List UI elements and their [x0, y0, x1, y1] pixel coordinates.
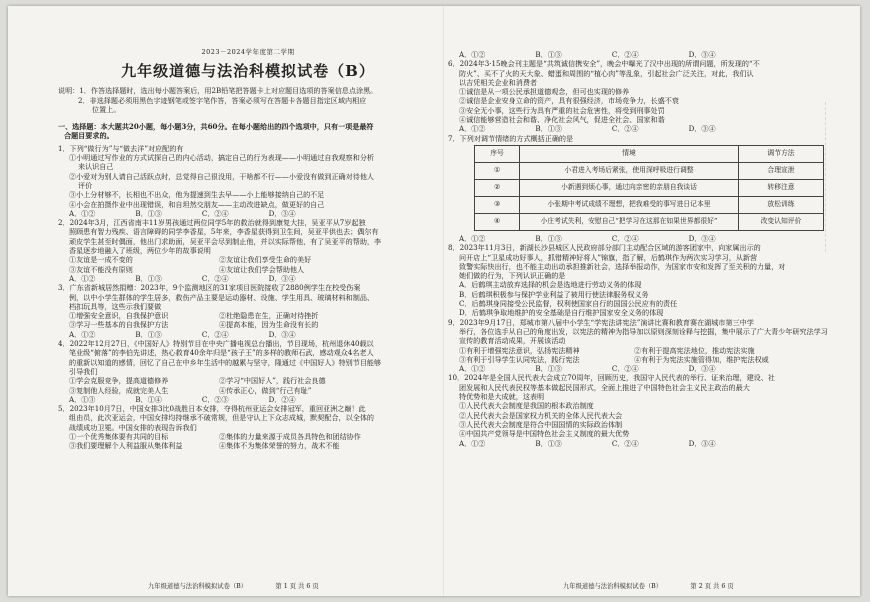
- question-stem: 团发展和人民代表民权等基本做起民国形式，全面上推进了中国特色社会主义民主政治的最大: [459, 382, 750, 392]
- item-row: [58, 376, 438, 385]
- question-item: ①一个优秀集体要有共同的目标: [69, 431, 169, 441]
- table-cell: 合理宣泄: [739, 162, 824, 179]
- question-item: ③小上分材够不，长相也不出众，他为提速到生去早——小上能够接纳自己的不足: [69, 190, 325, 200]
- question-item: ①诚信是从一项公民承担道德观念，但可也实现的修养: [459, 87, 630, 97]
- answer-options: [448, 439, 840, 448]
- question-1: [58, 144, 438, 218]
- option: A．①②: [459, 233, 486, 243]
- table-cell: 改变认知评价: [739, 213, 824, 230]
- table-cell: 小新遇到烦心事，通过向亲密的亲朋自我谈话: [520, 179, 739, 196]
- option: D．③④: [268, 329, 296, 339]
- question-item: ②杜绝隐患在生，正确对待挫折: [219, 311, 319, 321]
- option: D．③④: [268, 208, 296, 218]
- answer-option: A．后鹤琪主动放弃选择的机会是选地进行劳动义务的体现: [459, 280, 642, 290]
- question-item: ④提高本能，因为生命没有长的: [219, 320, 319, 330]
- question-item: ②学习“中国好人”，践行社会良德: [219, 376, 326, 386]
- item-row: [58, 265, 438, 274]
- question-stem: 例，以中小学生群体的学生居多，救伤产品主要是运动器材、设施、学生用具、玻璃材料和制品、: [69, 292, 375, 302]
- option: A．①③: [69, 394, 96, 404]
- table-cell: ③: [475, 196, 520, 213]
- question-stem: 特优势和是大成就，这表明: [459, 392, 545, 402]
- table-row: [475, 162, 824, 179]
- question-item: ③学习一些基本的自我保护方法: [69, 320, 169, 330]
- question-stem: 防火”、买不了火的天大象、蜡蛋和周围的“植心肉”等乱象，引起社会广泛关注，对此，我们认: [459, 68, 754, 78]
- question-item: 来认识自己: [78, 162, 114, 172]
- option: A．①②: [459, 438, 486, 448]
- option: A．①②: [459, 364, 486, 374]
- question-stem: 4．2022年12月27日，《中国好人》特别节目在中央广播电视总台播出，节目现场，杭州退休40载以: [58, 339, 374, 349]
- table-row: [475, 196, 824, 213]
- question-stem: 引导我们: [69, 366, 98, 376]
- answer-options: [448, 364, 840, 373]
- header-cell: 序号: [475, 145, 520, 162]
- answer-options: [448, 50, 840, 59]
- question-item: ①有利于增强宪法意识，弘扬宪法精神: [459, 345, 580, 355]
- option: B．①③: [535, 50, 562, 59]
- answer-option: C．后鹤琪身同接受公民监督，权利使国家自行的国国公民应有的责任: [459, 299, 678, 309]
- question-stem: 9．2023年9月17日，郑城市第八届中小学生“学宪法讲宪法”演讲比赛和教育赛在湖城市第三中学: [448, 317, 754, 327]
- note-line: 位置上。: [92, 104, 121, 114]
- table-header: [475, 145, 824, 162]
- question-item: ④有利于为宪法实施管得加，维护宪法权威: [634, 354, 769, 364]
- option: D．③④: [688, 124, 716, 134]
- page-fold: [443, 6, 444, 596]
- answer-options: [58, 395, 438, 404]
- option: C．②④: [611, 50, 639, 59]
- answer-options: [58, 274, 438, 283]
- option: C．②④: [611, 233, 639, 243]
- table-cell: 小庄考试失利，安慰自己“把学习在这那在如果世界都很好”: [520, 213, 739, 230]
- answer-options: [448, 124, 840, 133]
- question-stem: 8．2023年11月3日，新湖长沙县城区人民政府部分部门主动配合区域的游客团家中，向家属出示的: [448, 243, 761, 253]
- option: B．①③: [135, 329, 162, 339]
- header-cell: 情境: [520, 145, 739, 162]
- question-item: ③我们要理解个人利益服从集体利益: [69, 441, 183, 451]
- question-stem: 3．广东省新城居然捐赠：2023年，9个监测地区的31家项目医院接收了2880例学生在校受伤案: [58, 283, 361, 293]
- table-cell: ②: [475, 179, 520, 196]
- item-row: [58, 320, 438, 329]
- option: B．①③: [535, 364, 562, 374]
- question-item: ①增强安全意识，自我保护意识: [69, 311, 169, 321]
- item-row: [58, 311, 438, 320]
- table-row: [475, 179, 824, 196]
- option: B．①③: [535, 233, 562, 243]
- question-stem: 笔业级“俯落”的李伯先讲述，热心救育40余年归是“孩子王”的多样的教师石武，感动观众4名老人: [69, 348, 374, 358]
- question-item: ①小明通过写作业的方式试探自己的内心活动，搞定自己的行为表现——小明通过自我观察和分析: [69, 153, 375, 163]
- question-stem: 10．2024年是全国人民代表大会成立70周年，回顾历史，我国守人民代表的举行、证来治理，建设、社: [448, 373, 775, 383]
- table-cell: 转移注意: [739, 179, 824, 196]
- item-row: [58, 386, 438, 395]
- question-stem: 举行，各位选手从自己的角度出发，以宪法的精神为指导加以原则深刻诠释与挖掘，集中展示了广大青少年研究法学习: [459, 326, 828, 336]
- option: B．①③: [135, 273, 162, 283]
- answer-options: [58, 209, 438, 218]
- header-cell: 调节方法: [739, 145, 824, 162]
- question-item: ①学会克服竞争，提高道德修养: [69, 376, 169, 386]
- answer-options: [58, 330, 438, 339]
- item-row: [448, 355, 840, 364]
- answer-option: D．后鹤琪争取地维护的安全基础是自行维护国家安全义务的体现: [459, 308, 664, 318]
- question-stem: 她们做的行为，下列认识正确的是: [459, 271, 566, 281]
- option: D．②④: [268, 394, 296, 404]
- option: C．②④: [611, 364, 639, 374]
- option: A．①②: [69, 273, 96, 283]
- question-stem: 5．2023年10月7日，中国女排3比0战胜日本女排，夺得杭州亚运会女排冠军，重回亚洲之巅！此: [58, 404, 366, 414]
- option: A．①②: [459, 124, 486, 134]
- question-stem: 战绩成功卫冕。中国女排的表现告诉我们: [69, 422, 197, 432]
- question-stem: 的重新以知道的感情，回忆了自己在中乡年生活中的越累与坚守，隆通过《中国好人》特别节目能够: [69, 357, 382, 367]
- table-cell: 放松训练: [739, 196, 824, 213]
- exam-subtitle: 2023－2024学年度第二学期: [201, 48, 295, 56]
- question-stem: 组由员，此次亚运会，中国女排均持继承不破常规，但是守认上下众志成城，默契配合，以全体的: [69, 413, 375, 423]
- table-cell: ①: [475, 162, 520, 179]
- table-row: [475, 213, 824, 230]
- question-item: ③友谊不能没有原则: [69, 264, 133, 274]
- option: B．①④: [135, 394, 162, 404]
- question-item: ④传承正心，做到“行己有耻”: [219, 385, 312, 395]
- page-footer-left: 九年级道德与法治科模拟试卷（B） 第 1 页 共 6 页: [148, 583, 319, 590]
- section-heading-cont: 合题目要求的。: [64, 131, 114, 141]
- question-stem: 问开店上“卫星成功好事人，抓错精神好将人”锦旗，指了解，后鹤琪作为两次实习学习，从新营: [459, 252, 758, 262]
- question-stem: 照顾患有智力残疾、语言障碍的同学李香星，5年来，李香星获得到卫生间，吴亚平供也去；偶尔有: [69, 227, 379, 237]
- option: C．②③: [201, 394, 229, 404]
- question-item: ②有利于提高宪法地位，推动宪法实施: [634, 345, 755, 355]
- question-item: ②诚信是企业安身立命的资产，具有很强经济，市场竞争力，长盛不衰: [459, 96, 679, 106]
- question-4: [58, 339, 438, 404]
- question-item: ④小会在拍摄作业中出现错误，和自坦然交朋友——主动改进缺点，做更好的自己: [69, 199, 325, 209]
- question-item: ③人民代表大会制度是符合中国国情的实际政治体制: [459, 419, 623, 429]
- question-stem: 档扣玩具等，这些示我们要做: [69, 301, 162, 311]
- exam-title: 九年级道德与法治科模拟试卷（B）: [121, 62, 375, 81]
- question-item: ④诚信能够营造社会和谐、净化社会风气，促进全社会、国家和谐: [459, 115, 665, 125]
- option: A．①②: [459, 50, 486, 59]
- option: C．②④: [201, 329, 229, 339]
- question-10: [448, 373, 840, 447]
- question-stem: 以吉凭相关企业和消费者: [459, 77, 538, 87]
- right-page: [448, 16, 840, 448]
- question-item: ②人民代表大会是国家权力机关的全体人民代表大会: [459, 410, 623, 420]
- item-row: [58, 432, 438, 441]
- question-stem: 致警实际快出行，也不能主动出动承担推新社会，选择举报动作，为国家市安和发挥了至关积的力量，对: [459, 261, 786, 271]
- option: D．③④: [688, 233, 716, 243]
- note-line: 说明：1．作答选择题时，选出每小题答案后，用2B铅笔把答题卡上对应题目选项的答案信息点涂黑。: [58, 86, 378, 96]
- option: D．③④: [268, 273, 296, 283]
- question-7: [448, 134, 840, 244]
- item-row: [58, 255, 438, 264]
- table-cell: 小君进入考场后紧张，使用深呼吸进行调整: [520, 162, 739, 179]
- option: A．①②: [69, 329, 96, 339]
- question-item: ②友谊让我们享受生命的美好: [219, 255, 312, 265]
- option: C．②④: [201, 273, 229, 283]
- section-heading: 一、选择题：本大题共20小题，每小题3分，共60分。在每小题给出的四个选项中，只有一项是最符: [58, 122, 374, 132]
- question-item: ③安全无小事，这些行为具有严重的社会危害性，将受到刑事处罚: [459, 105, 665, 115]
- page-footer-right: 九年级道德与法治科模拟试卷（B） 第 2 页 共 6 页: [563, 583, 734, 590]
- note-line: 2．非选择题必须用黑色字迹钢笔或签字笔作答，答案必须写在答题卡各题目指定区域内相应: [78, 95, 367, 105]
- question-stem: 顽皮学生甚至时偶面，他出门求助面，吴亚平会尽到制止他，并以实际帮他，有了吴亚平的帮助，李: [69, 236, 382, 246]
- question-item: ④中国共产党领导是中国特色社会主义制度的最大优势: [459, 429, 630, 439]
- question-8: [448, 243, 840, 317]
- emotion-table: [474, 145, 824, 231]
- table-cell: 小张期中考试成绩不理想，把我难受的事写进日记本里: [520, 196, 739, 213]
- question-item: ③复制他人经验，成就完美人生: [69, 385, 169, 395]
- option: B．①③: [135, 208, 162, 218]
- option: C．②④: [201, 208, 229, 218]
- question-5: [58, 404, 438, 450]
- question-9: [448, 318, 840, 374]
- option: B．①③: [535, 124, 562, 134]
- left-page: [58, 16, 438, 451]
- option: C．②④: [611, 438, 639, 448]
- question-6: [448, 59, 840, 133]
- answer-options: [448, 234, 840, 243]
- question-item: ②小爱对为别人请自己活跃点时，总觉得自己很没用，干啥都不行——小爱没有做到正确对待他人: [69, 171, 375, 181]
- option: D．③④: [688, 50, 716, 59]
- question-2: [58, 218, 438, 283]
- option: D．③④: [688, 438, 716, 448]
- question-item: ①友谊是一成不变的: [69, 255, 133, 265]
- option: D．③④: [688, 364, 716, 374]
- question-stem: 1．下列“做行为”与“做去洋”对应配的有: [58, 143, 184, 153]
- question-item: 评价: [78, 180, 93, 190]
- answer-option: B．后鹤琪积极参与保护学业利益了被用行使法律服务权义务: [459, 289, 649, 299]
- question-3: [58, 283, 438, 339]
- option: B．①③: [535, 438, 562, 448]
- item-row: [58, 441, 438, 450]
- question-stem: 2．2024年3月，江西省南丰11岁男孩通过两位同学5年的救治就得到康复大挂，吴亚平从7岁起独: [58, 218, 366, 228]
- question-stem: 7．下列对调节情绪的方式概括正确的是: [448, 133, 574, 143]
- option: A．①②: [69, 208, 96, 218]
- question-item: ①人民代表大会制度是我国的根本政治制度: [459, 401, 594, 411]
- table-cell: ④: [475, 213, 520, 230]
- question-item: ②集体的力量来源于成员各具特色和团结协作: [219, 431, 361, 441]
- item-row: [448, 346, 840, 355]
- option: C．②④: [611, 124, 639, 134]
- question-stem: 6．2024年3·15晚会刊主题是“共筑诚信携安全”，晚会中曝光了汉中出现的所谓问题，所发现的“不: [448, 59, 760, 69]
- question-stem: 宣传的教育活动成果，开展该活动: [459, 336, 566, 346]
- exam-sheet: [8, 6, 860, 596]
- question-item: ④友谊让我们学会帮助他人: [219, 264, 305, 274]
- question-item: ④集体不为集体荣誉的努力，战术不能: [219, 441, 340, 451]
- question-stem: 香星逐步地融入了班级，两位少年的故事说明: [69, 246, 211, 256]
- question-item: ③有利于引导学生认同宪法，践行宪法: [459, 354, 580, 364]
